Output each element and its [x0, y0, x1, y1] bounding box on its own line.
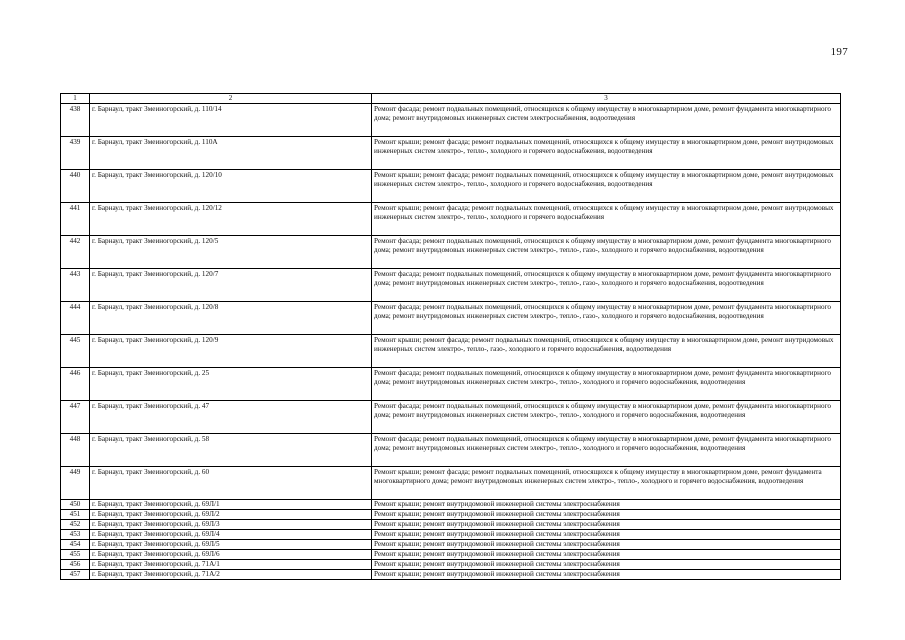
- table-row: [61, 236, 841, 269]
- page-number: 197: [830, 46, 848, 58]
- column-header-number: 1: [61, 94, 90, 104]
- row-address: г. Барнаул, тракт Змеиногорский, д. 71А/1: [90, 560, 372, 570]
- row-number: 457: [61, 570, 90, 580]
- column-header-works: 3: [372, 94, 841, 104]
- table-row: [61, 434, 841, 467]
- row-address: г. Барнаул, тракт Змеиногорский, д. 69Л/2: [90, 510, 372, 520]
- row-number: 449: [61, 467, 90, 500]
- table-row: [61, 570, 841, 580]
- table-row: [61, 269, 841, 302]
- table-row: [61, 368, 841, 401]
- row-number: 451: [61, 510, 90, 520]
- table-row: [61, 530, 841, 540]
- row-repair-works: Ремонт крыши; ремонт внутридомовой инженерной системы электроснабжения: [372, 520, 841, 530]
- column-header-address: 2: [90, 94, 372, 104]
- row-address: г. Барнаул, тракт Змеиногорский, д. 120/12: [90, 203, 372, 236]
- row-repair-works: Ремонт крыши; ремонт фасада; ремонт подвальных помещений, относящихся к общему имуществу в многоквартирном доме, ремонт внутридомовых инженерных систем электро-, тепло-, холодного и горячего водоснабжения, водоотведения: [372, 137, 841, 170]
- table-row: [61, 170, 841, 203]
- row-repair-works: Ремонт крыши; ремонт фасада; ремонт подвальных помещений, относящихся к общему имуществу в многоквартирном доме, ремонт внутридомовых инженерных систем электро-, тепло-, газо-, холодного и горячего водоснабжения, водоотведения: [372, 335, 841, 368]
- row-number: 440: [61, 170, 90, 203]
- row-address: г. Барнаул, тракт Змеиногорский, д. 120/9: [90, 335, 372, 368]
- row-address: г. Барнаул, тракт Змеиногорский, д. 60: [90, 467, 372, 500]
- row-number: 454: [61, 540, 90, 550]
- row-number: 452: [61, 520, 90, 530]
- table-row: [61, 401, 841, 434]
- row-repair-works: Ремонт крыши; ремонт внутридомовой инженерной системы электроснабжения: [372, 500, 841, 510]
- row-repair-works: Ремонт фасада; ремонт подвальных помещений, относящихся к общему имуществу в многоквартирном доме, ремонт фундамента многоквартирного дома; ремонт внутридомовых инженерных систем электро-, тепло-, газо-, холодного и горячего водоснабжения, водоотведения: [372, 302, 841, 335]
- table-row: [61, 550, 841, 560]
- table-row: [61, 520, 841, 530]
- table-row: [61, 467, 841, 500]
- row-repair-works: Ремонт фасада; ремонт подвальных помещений, относящихся к общему имуществу в многоквартирном доме, ремонт фундамента многоквартирного дома; ремонт внутридомовых инженерных систем электро-, тепло-, газо-, холодного и горячего водоснабжения, водоотведения: [372, 236, 841, 269]
- row-number: 456: [61, 560, 90, 570]
- row-number: 441: [61, 203, 90, 236]
- row-address: г. Барнаул, тракт Змеиногорский, д. 120/7: [90, 269, 372, 302]
- row-repair-works: Ремонт фасада; ремонт подвальных помещений, относящихся к общему имуществу в многоквартирном доме, ремонт фундамента многоквартирного дома; ремонт внутридомовых инженерных систем электро-, тепло-, холодного и горячего водоснабжения, водоотведения: [372, 401, 841, 434]
- housing-repair-table: [60, 93, 841, 580]
- table-row: [61, 137, 841, 170]
- row-address: г. Барнаул, тракт Змеиногорский, д. 25: [90, 368, 372, 401]
- row-repair-works: Ремонт фасада; ремонт подвальных помещений, относящихся к общему имуществу в многоквартирном доме, ремонт фундамента многоквартирного дома; ремонт внутридомовых инженерных систем электроснабжения, водоотведения: [372, 104, 841, 137]
- row-number: 447: [61, 401, 90, 434]
- row-number: 448: [61, 434, 90, 467]
- table-header-row: [61, 94, 841, 104]
- row-number: 450: [61, 500, 90, 510]
- row-address: г. Барнаул, тракт Змеиногорский, д. 69Л/6: [90, 550, 372, 560]
- row-repair-works: Ремонт крыши; ремонт фасада; ремонт подвальных помещений, относящихся к общему имуществу в многоквартирном доме, ремонт внутридомовых инженерных систем электро-, тепло-, холодного и горячего водоснабжения, водоотведения: [372, 170, 841, 203]
- row-address: г. Барнаул, тракт Змеиногорский, д. 120/8: [90, 302, 372, 335]
- row-repair-works: Ремонт крыши; ремонт фасада; ремонт подвальных помещений, относящихся к общему имуществу в многоквартирном доме, ремонт внутридомовых инженерных систем электро-, тепло-, холодного и горячего водоснабжения: [372, 203, 841, 236]
- table-row: [61, 104, 841, 137]
- row-number: 442: [61, 236, 90, 269]
- row-number: 444: [61, 302, 90, 335]
- row-number: 443: [61, 269, 90, 302]
- row-repair-works: Ремонт крыши; ремонт внутридомовой инженерной системы электроснабжения: [372, 570, 841, 580]
- row-number: 439: [61, 137, 90, 170]
- row-address: г. Барнаул, тракт Змеиногорский, д. 69Л/5: [90, 540, 372, 550]
- table-body: [61, 104, 841, 580]
- table-row: [61, 302, 841, 335]
- row-address: г. Барнаул, тракт Змеиногорский, д. 58: [90, 434, 372, 467]
- row-address: г. Барнаул, тракт Змеиногорский, д. 120/10: [90, 170, 372, 203]
- row-repair-works: Ремонт фасада; ремонт подвальных помещений, относящихся к общему имуществу в многоквартирном доме, ремонт фундамента многоквартирного дома; ремонт внутридомовых инженерных систем электро-, тепло-, газо-, холодного и горячего водоснабжения, водоотведения: [372, 269, 841, 302]
- row-repair-works: Ремонт крыши; ремонт внутридомовой инженерной системы электроснабжения: [372, 550, 841, 560]
- row-address: г. Барнаул, тракт Змеиногорский, д. 47: [90, 401, 372, 434]
- row-number: 453: [61, 530, 90, 540]
- row-address: г. Барнаул, тракт Змеиногорский, д. 69Л/1: [90, 500, 372, 510]
- row-number: 438: [61, 104, 90, 137]
- row-repair-works: Ремонт крыши; ремонт внутридомовой инженерной системы электроснабжения: [372, 510, 841, 520]
- table-row: [61, 335, 841, 368]
- row-repair-works: Ремонт фасада; ремонт подвальных помещений, относящихся к общему имуществу в многоквартирном доме, ремонт фундамента многоквартирного дома; ремонт внутридомовых инженерных систем электро-, тепло-, холодного и горячего водоснабжения, водоотведения: [372, 434, 841, 467]
- row-repair-works: Ремонт крыши; ремонт внутридомовой инженерной системы электроснабжения: [372, 540, 841, 550]
- table-row: [61, 560, 841, 570]
- row-address: г. Барнаул, тракт Змеиногорский, д. 71А/2: [90, 570, 372, 580]
- row-number: 455: [61, 550, 90, 560]
- row-number: 445: [61, 335, 90, 368]
- row-address: г. Барнаул, тракт Змеиногорский, д. 110/14: [90, 104, 372, 137]
- row-repair-works: Ремонт крыши; ремонт фасада; ремонт подвальных помещений, относящихся к общему имуществу в многоквартирном доме, ремонт фундамента многоквартирного дома; ремонт внутридомовых инженерных систем электро-, тепло-, холодного и горячего водоснабжения, водоотведения: [372, 467, 841, 500]
- row-address: г. Барнаул, тракт Змеиногорский, д. 69Л/3: [90, 520, 372, 530]
- table-row: [61, 540, 841, 550]
- row-repair-works: Ремонт крыши; ремонт внутридомовой инженерной системы электроснабжения: [372, 560, 841, 570]
- row-repair-works: Ремонт крыши; ремонт внутридомовой инженерной системы электроснабжения: [372, 530, 841, 540]
- table-row: [61, 510, 841, 520]
- row-repair-works: Ремонт фасада; ремонт подвальных помещений, относящихся к общему имуществу в многоквартирном доме, ремонт фундамента многоквартирного дома; ремонт внутридомовых инженерных систем электро-, тепло-, холодного и горячего водоснабжения, водоотведения: [372, 368, 841, 401]
- table-row: [61, 203, 841, 236]
- table-row: [61, 500, 841, 510]
- row-address: г. Барнаул, тракт Змеиногорский, д. 69Л/4: [90, 530, 372, 540]
- row-number: 446: [61, 368, 90, 401]
- row-address: г. Барнаул, тракт Змеиногорский, д. 110А: [90, 137, 372, 170]
- row-address: г. Барнаул, тракт Змеиногорский, д. 120/5: [90, 236, 372, 269]
